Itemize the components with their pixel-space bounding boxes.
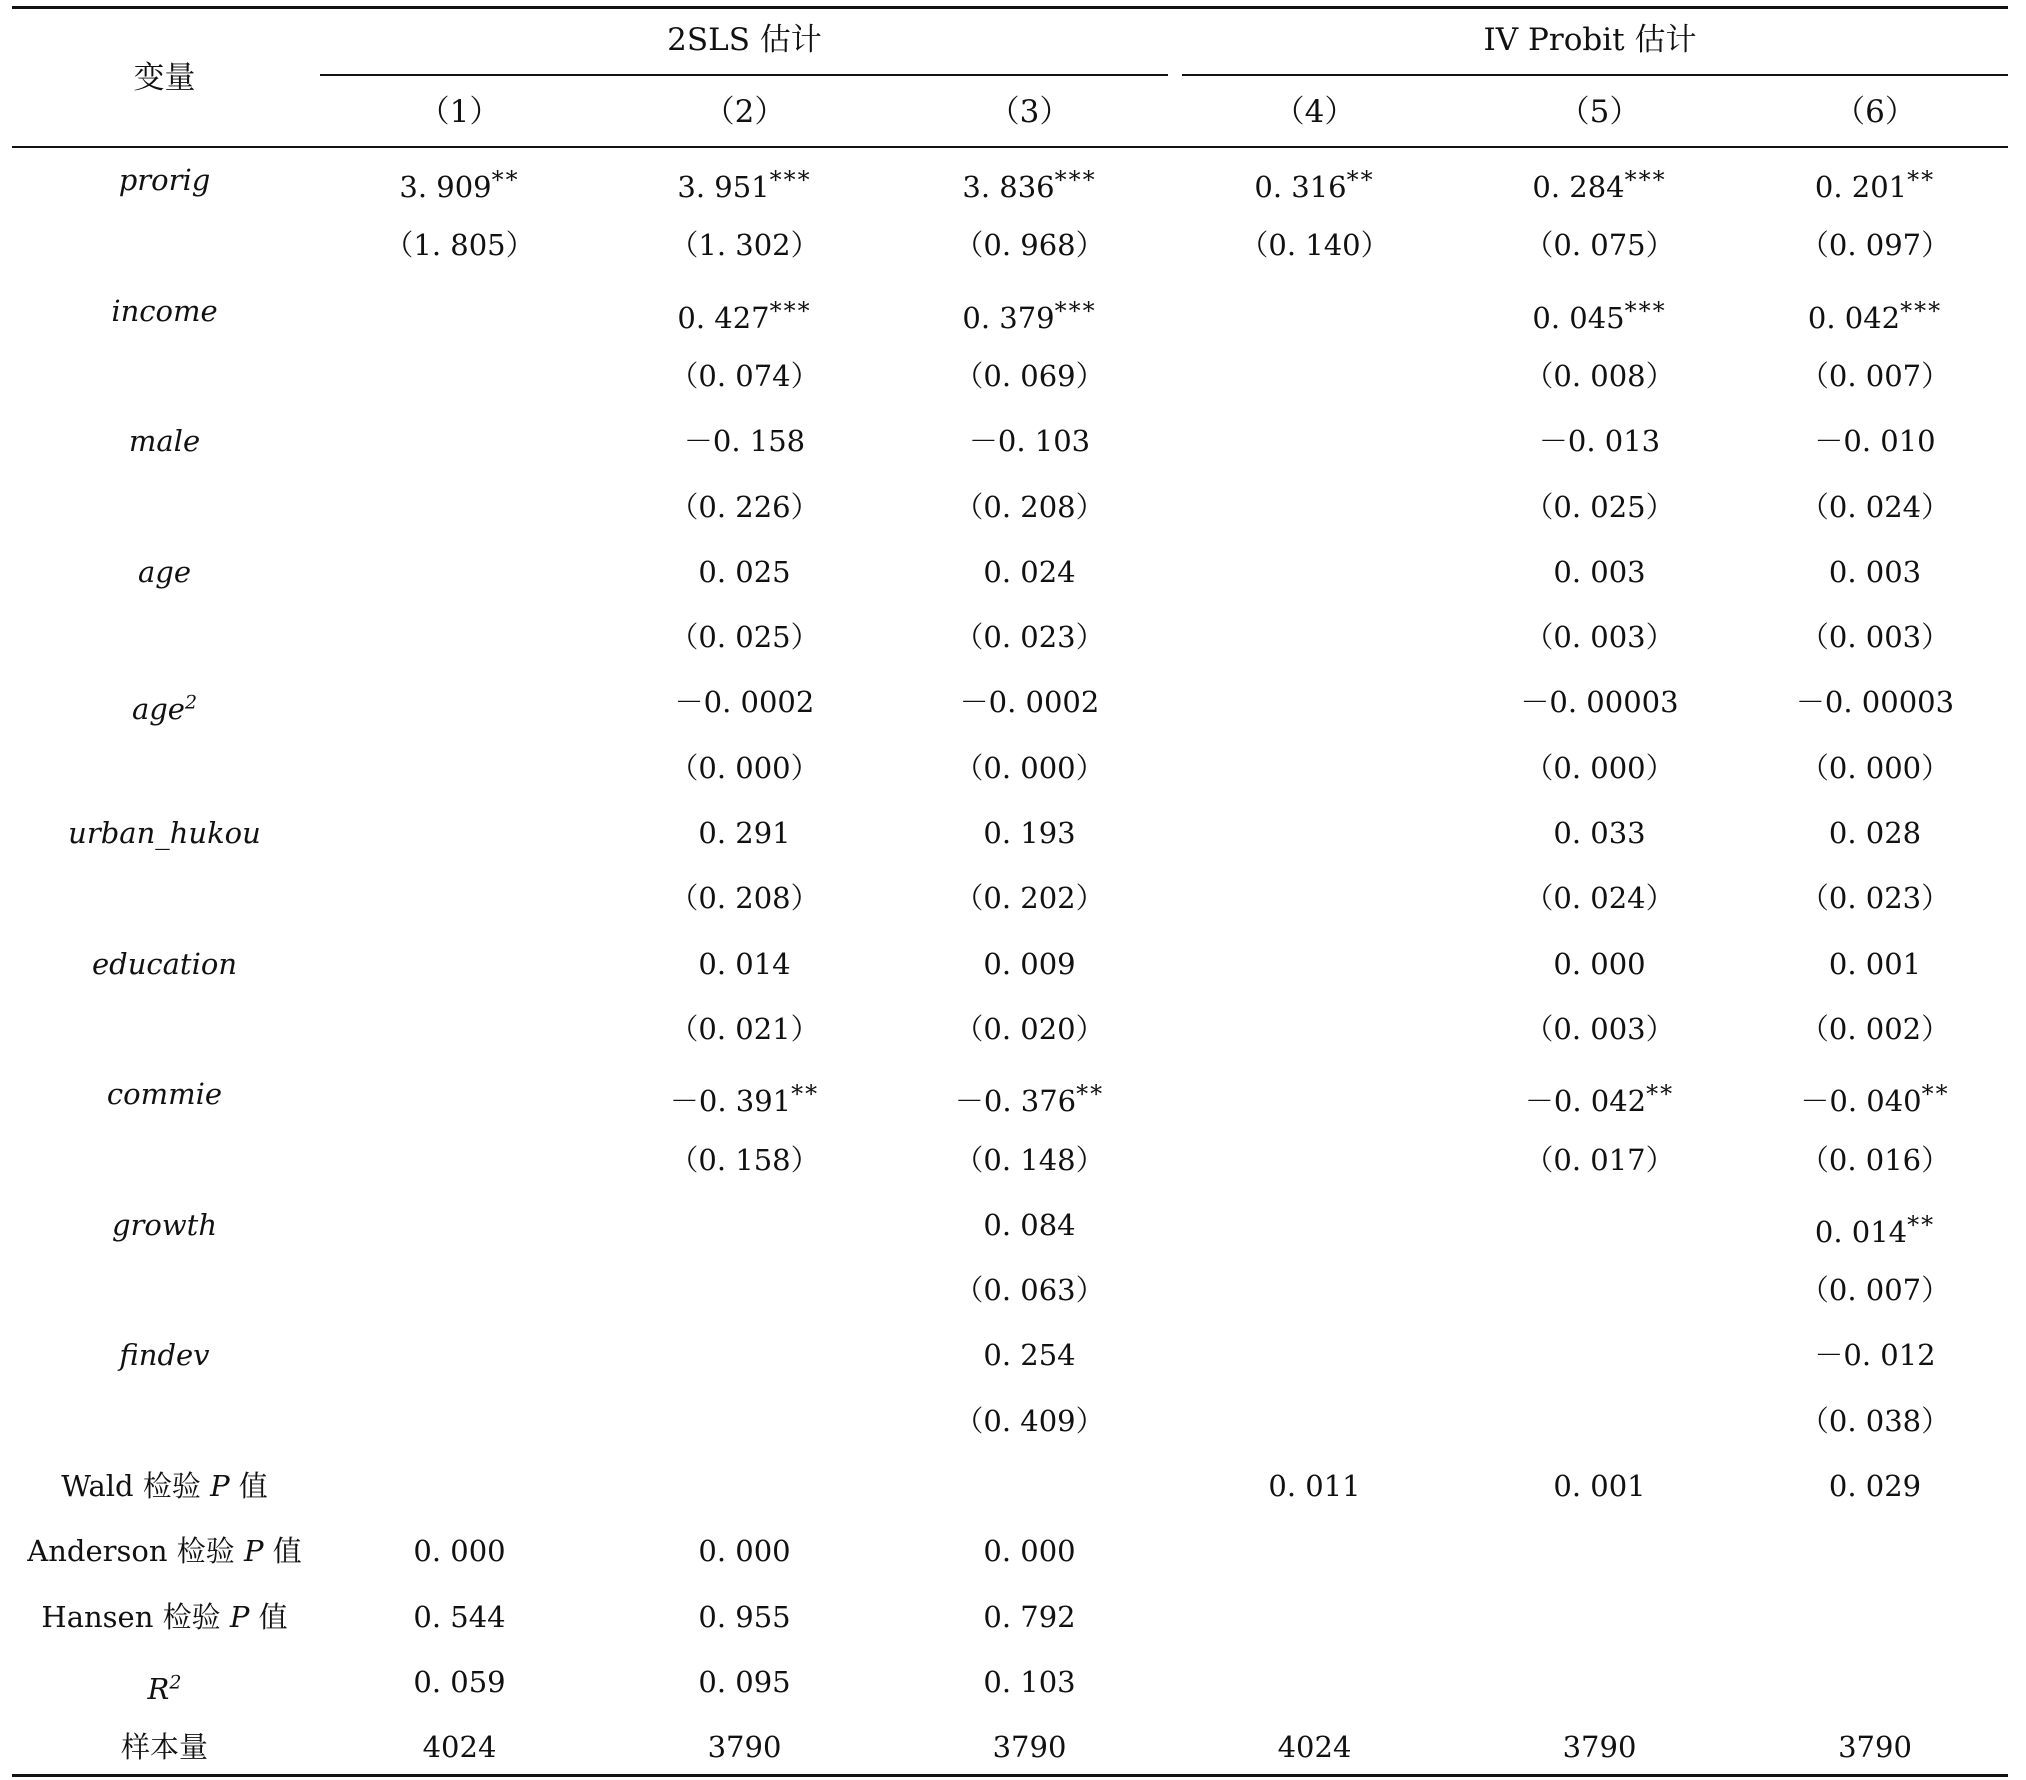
variable-name: education: [92, 946, 237, 981]
table-cell: －0. 012: [1814, 1338, 1936, 1373]
table-cell: 3. 909**: [399, 166, 520, 204]
table-cell: 0. 792: [983, 1599, 1076, 1634]
variable-name: findev: [119, 1338, 210, 1373]
row-label: [12, 815, 317, 851]
table-cell: （0. 074）: [669, 358, 820, 393]
table-cell: 0. 011: [1268, 1469, 1361, 1503]
table-cell: 0. 033: [1553, 816, 1646, 850]
table-cell: （0. 024）: [1799, 489, 1951, 524]
significance-stars: ***: [769, 296, 812, 325]
row-label: Wald 检验 P 值: [61, 1469, 268, 1503]
table-cell: 3. 836***: [962, 166, 1097, 204]
significance-stars: ***: [1054, 166, 1097, 194]
table-cell: 0. 201**: [1814, 166, 1936, 204]
table-cell: 0. 000: [1553, 946, 1646, 981]
superscript: 2: [169, 1670, 182, 1693]
variable-name: $R^2$: [147, 1670, 182, 1706]
row-label: [12, 1337, 317, 1373]
table-cell: 4024: [1277, 1730, 1352, 1765]
table-cell: （0. 020）: [954, 1011, 1105, 1046]
table-cell: 0. 103: [983, 1664, 1076, 1699]
table-cell: （0. 226）: [669, 489, 820, 524]
table-cell: （0. 003）: [1524, 1011, 1675, 1046]
table-cell: 0. 001: [1553, 1469, 1646, 1503]
table-cell: （0. 025）: [1524, 489, 1675, 524]
table-cell: （0. 097）: [1799, 228, 1951, 263]
row-label: [12, 1207, 317, 1243]
column-header-1: （1）: [418, 94, 501, 130]
table-cell: －0. 0002: [674, 685, 815, 720]
table-cell: 0. 024: [983, 554, 1076, 589]
variable-name: male: [128, 424, 201, 459]
table-cell: 0. 316**: [1254, 166, 1375, 204]
header-rule: [12, 146, 2008, 148]
table-cell: －0. 0002: [959, 685, 1100, 720]
table-cell: （0. 069）: [954, 358, 1105, 393]
table-cell: 0. 025: [698, 554, 791, 589]
row-label: [12, 1076, 317, 1112]
table-cell: －0. 00003: [1520, 685, 1679, 720]
table-cell: 3790: [992, 1730, 1067, 1765]
table-cell: 0. 042***: [1807, 296, 1943, 335]
group-underline-ivprobit: [1182, 74, 2008, 76]
table-cell: 0. 284***: [1532, 166, 1667, 204]
row-label: [12, 162, 317, 198]
row-label: Anderson 检验 P 值: [27, 1534, 302, 1569]
table-cell: （0. 038）: [1799, 1403, 1951, 1438]
column-header-3: （3）: [988, 94, 1071, 130]
table-cell: （0. 021）: [669, 1011, 820, 1046]
variable-name: growth: [111, 1207, 218, 1242]
group-header-ivprobit: IV Probit 估计: [1483, 22, 1697, 58]
column-header-6: （6）: [1834, 94, 1916, 130]
table-cell: （0. 075）: [1524, 228, 1675, 263]
table-cell: （0. 007）: [1799, 358, 1951, 393]
row-label: [12, 946, 317, 982]
table-cell: 0. 427***: [677, 296, 812, 335]
table-cell: （0. 002）: [1799, 1011, 1951, 1046]
table-cell: 0. 254: [983, 1338, 1076, 1373]
table-cell: 3790: [1838, 1730, 1912, 1765]
row-label: [12, 684, 317, 727]
significance-stars: **: [1921, 1080, 1950, 1109]
table-cell: （0. 409）: [954, 1403, 1105, 1438]
variable-name: age$^2$: [131, 691, 198, 727]
variable-name: age: [137, 554, 191, 589]
table-cell: （0. 025）: [669, 620, 820, 655]
significance-stars: **: [1076, 1080, 1105, 1109]
column-header-2: （2）: [703, 94, 786, 130]
table-cell: 3. 951***: [677, 166, 812, 204]
table-cell: （0. 003）: [1799, 620, 1951, 655]
table-cell: －0. 391**: [669, 1080, 820, 1119]
bottom-rule: [12, 1774, 2008, 1777]
table-cell: 0. 379***: [962, 296, 1097, 335]
column-header-4: （4）: [1273, 94, 1356, 130]
table-cell: 0. 001: [1828, 946, 1922, 981]
significance-stars: ***: [769, 166, 812, 194]
table-cell: 0. 028: [1828, 816, 1922, 850]
table-cell: （0. 148）: [954, 1142, 1105, 1177]
table-cell: （0. 007）: [1799, 1273, 1951, 1308]
table-cell: 0. 955: [698, 1599, 791, 1634]
top-rule: [12, 6, 2008, 9]
group-header-2sls: 2SLS 估计: [667, 22, 822, 58]
significance-stars: **: [1646, 1080, 1675, 1109]
table-cell: 0. 193: [983, 816, 1076, 850]
table-cell: （0. 158）: [669, 1142, 820, 1177]
table-cell: （0. 024）: [1524, 881, 1675, 916]
table-cell: －0. 376**: [954, 1080, 1105, 1119]
table-cell: 0. 009: [983, 946, 1076, 981]
table-cell: （0. 000）: [1799, 750, 1951, 785]
table-cell: （0. 017）: [1524, 1142, 1675, 1177]
significance-stars: ***: [1624, 166, 1667, 194]
significance-stars: ***: [1054, 296, 1097, 325]
variable-name: urban_hukou: [68, 816, 261, 850]
table-cell: －0. 010: [1814, 424, 1936, 459]
table-cell: （0. 023）: [1799, 881, 1951, 916]
table-cell: －0. 00003: [1795, 685, 1955, 720]
table-cell: 0. 014: [698, 946, 791, 981]
table-cell: 0. 014**: [1814, 1210, 1936, 1249]
row-label: 样本量: [120, 1730, 208, 1765]
table-cell: 0. 059: [413, 1664, 506, 1699]
table-cell: （1. 805）: [384, 228, 535, 263]
table-cell: 0. 084: [983, 1207, 1076, 1242]
table-cell: 0. 000: [698, 1534, 791, 1569]
significance-stars: **: [1907, 166, 1936, 194]
variable-name: income: [111, 293, 218, 328]
table-cell: 0. 029: [1828, 1469, 1922, 1503]
table-cell: （0. 016）: [1799, 1142, 1951, 1177]
significance-stars: **: [791, 1080, 820, 1109]
table-cell: －0. 040**: [1800, 1080, 1950, 1119]
table-cell: 0. 544: [413, 1599, 506, 1634]
table-cell: （0. 000）: [954, 750, 1105, 785]
row-label: [12, 1664, 317, 1707]
table-cell: 0. 003: [1828, 554, 1922, 589]
table-cell: （0. 008）: [1524, 358, 1675, 393]
table-cell: （1. 302）: [669, 228, 820, 263]
variable-header: 变量: [133, 60, 196, 96]
column-header-5: （5）: [1558, 94, 1641, 130]
variable-name: commie: [106, 1077, 223, 1112]
table-cell: 0. 291: [698, 816, 791, 850]
table-cell: （0. 000）: [1524, 750, 1675, 785]
table-cell: （0. 208）: [954, 489, 1105, 524]
significance-stars: **: [1907, 1210, 1936, 1239]
table-cell: 0. 003: [1553, 554, 1646, 589]
table-cell: （0. 202）: [954, 881, 1105, 916]
table-cell: 0. 000: [983, 1534, 1076, 1569]
group-underline-2sls: [320, 74, 1168, 76]
table-cell: （0. 140）: [1239, 228, 1390, 263]
superscript: 2: [184, 691, 198, 714]
table-cell: 3790: [1562, 1730, 1637, 1765]
table-cell: －0. 013: [1538, 424, 1661, 459]
table-cell: （0. 063）: [954, 1273, 1105, 1308]
table-cell: 3790: [707, 1730, 782, 1765]
significance-stars: **: [491, 166, 520, 194]
table-cell: （0. 000）: [669, 750, 820, 785]
table-cell: （0. 968）: [954, 228, 1105, 263]
table-cell: 4024: [422, 1730, 497, 1765]
significance-stars: ***: [1900, 296, 1943, 325]
table-cell: －0. 158: [683, 424, 806, 459]
significance-stars: **: [1346, 166, 1375, 194]
table-cell: －0. 042**: [1524, 1080, 1675, 1119]
table-cell: （0. 208）: [669, 881, 820, 916]
row-label: [12, 554, 317, 590]
table-cell: 0. 000: [413, 1534, 506, 1569]
regression-table: [12, 0, 2008, 1780]
significance-stars: ***: [1624, 296, 1667, 325]
row-label: [12, 293, 317, 329]
table-cell: －0. 103: [968, 424, 1091, 459]
variable-name: prorig: [118, 163, 211, 197]
row-label: Hansen 检验 P 值: [41, 1599, 288, 1634]
table-cell: （0. 003）: [1524, 620, 1675, 655]
table-cell: 0. 045***: [1532, 296, 1667, 335]
row-label: [12, 423, 317, 459]
table-cell: 0. 095: [698, 1664, 791, 1699]
table-cell: （0. 023）: [954, 620, 1105, 655]
